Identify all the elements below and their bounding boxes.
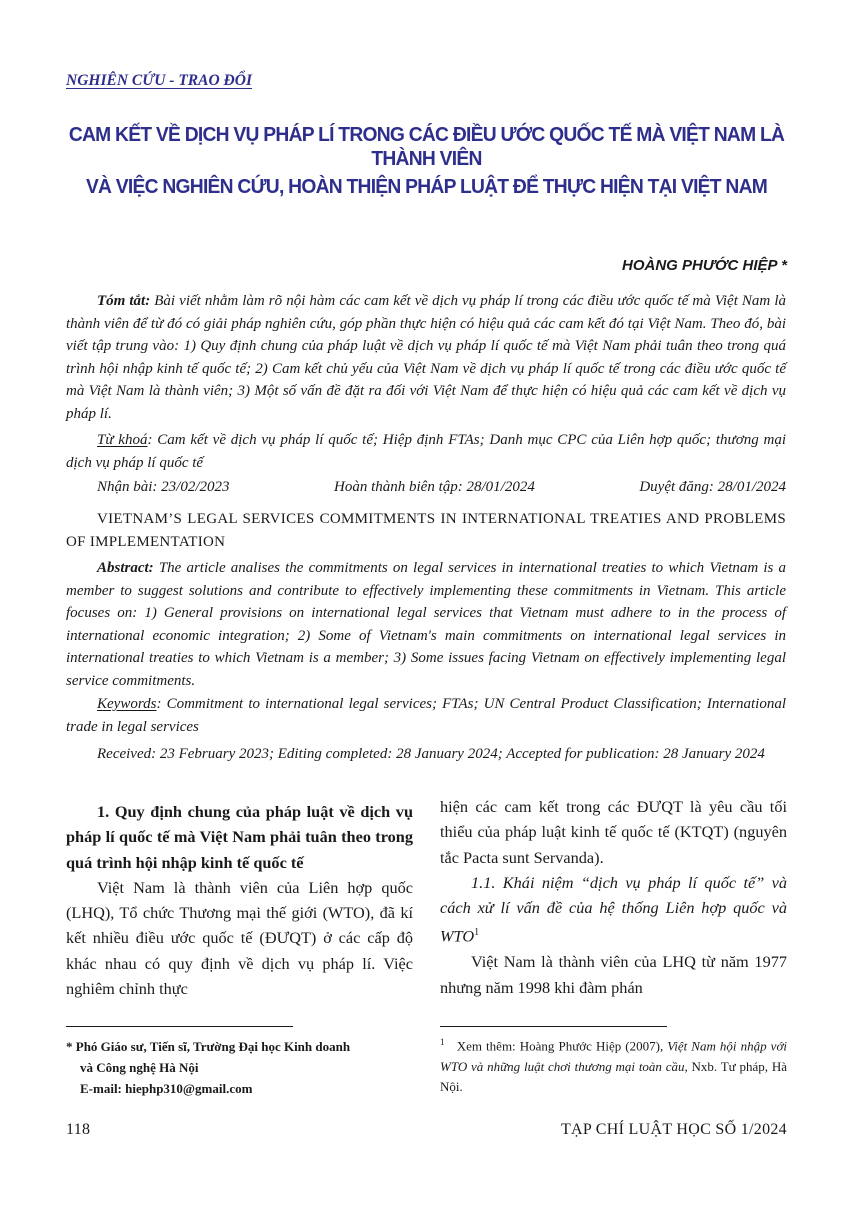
- journal-name: TẠP CHÍ LUẬT HỌC SỐ 1/2024: [560, 1121, 787, 1138]
- vi-received-date: Nhận bài: 23/02/2023: [97, 479, 230, 495]
- en-title: VIETNAM’S LEGAL SERVICES COMMITMENTS IN INTERNATIONAL TREATIES AND PROBLEMS OF IMPLEMENTATION: [66, 511, 786, 550]
- section-tag: NGHIÊN CỨU - TRAO ĐỔI: [66, 72, 252, 89]
- author-name: HOÀNG PHƯỚC HIỆP *: [622, 257, 787, 274]
- page-number: 118: [66, 1121, 91, 1138]
- author-affiliation-line-2: và Công nghệ Hà Nội: [80, 1060, 199, 1075]
- footnote-1-suffix: , Nxb. Tư pháp, Hà Nội.: [440, 1058, 787, 1095]
- footnote-1-number: 1: [440, 1037, 445, 1047]
- vi-abstract-label: Tóm tắt:: [97, 293, 151, 309]
- vi-abstract-text: Bài viết nhằm làm rõ nội hàm các cam kết về dịch vụ pháp lí trong các điều ước quốc tế mà Việt Nam là thành viên để từ đó có giải pháp nghiên cứu, góp phần thực hiện có hiệu quả các cam kết đó tại Việt Nam. Theo đó, bài viết tập trung vào: 1) Quy định chung của pháp luật về dịch vụ pháp lí quốc tế mà Việt Nam phải tuân theo trong quá trình hội nhập kinh tế quốc tế; 2) Cam kết chủ yếu của Việt Nam về dịch vụ pháp lí quốc tế trong các điều ước quốc tế mà Việt Nam là thành viên; 3) Một số vấn đề đặt ra đối với Việt Nam để thực hiện có hiệu quả các cam kết về dịch vụ pháp lí.: [66, 293, 786, 422]
- left-paragraph: Việt Nam là thành viên của Liên hợp quốc (LHQ), Tổ chức Thương mại thế giới (WTO), đã kí kết nhiều điều ước quốc tế (ĐƯQT) ở các cấp độ khác nhau có quy định về dịch vụ pháp lí. Việc nghiêm chỉnh thực: [66, 877, 413, 999]
- footnote-1-book-title: Việt Nam hội nhập với WTO và những luật chơi thương mại toàn cầu: [440, 1038, 788, 1074]
- en-keywords-label: Keywords: [97, 696, 157, 712]
- vi-dates: [97, 479, 786, 496]
- vi-accepted-date: Duyệt đăng: 28/01/2024: [639, 479, 786, 495]
- subsection-heading: [440, 870, 787, 949]
- author-email: E-mail: hiephp310@gmail.com: [80, 1081, 253, 1096]
- subsection-heading-text: 1.1. Khái niệm “dịch vụ pháp lí quốc tế” và cách xử lí vấn đề của hệ thống Liên hợp quốc và WTO: [440, 872, 787, 946]
- footnote-divider-left: [66, 1026, 293, 1027]
- en-abstract: [66, 557, 786, 693]
- footnote-ref[interactable]: 1: [474, 927, 480, 939]
- en-keywords: [66, 693, 786, 738]
- en-dates: Received: 23 February 2023; Editing completed: 28 January 2024; Accepted for publication: 28 January 2024: [97, 746, 765, 762]
- en-keywords-text: : Commitment to international legal services; FTAs; UN Central Product Classification; International trade in legal services: [66, 696, 786, 735]
- right-paragraph-1: hiện các cam kết trong các ĐƯQT là yêu cầu tối thiểu của pháp luật kinh tế quốc tế (KTQT) (nguyên tắc Pacta sunt Servanda).: [440, 797, 787, 867]
- article-title-line-1: CAM KẾT VỀ DỊCH VỤ PHÁP LÍ TRONG CÁC ĐIỀU ƯỚC QUỐC TẾ MÀ VIỆT NAM LÀ THÀNH VIÊN: [68, 123, 785, 170]
- footnote-1: [440, 1032, 787, 1098]
- vi-keywords: [66, 429, 786, 474]
- vi-keywords-label: Từ khoá: [97, 432, 148, 448]
- vi-abstract: [66, 290, 786, 426]
- author-affiliation-line-1: * Phó Giáo sư, Tiến sĩ, Trường Đại học Kinh doanh: [66, 1039, 351, 1054]
- left-column: [66, 799, 413, 1001]
- vi-keywords-text: : Cam kết về dịch vụ pháp lí quốc tế; Hiệp định FTAs; Danh mục CPC của Liên hợp quốc; thương mại dịch vụ pháp lí quốc tế: [66, 432, 786, 471]
- footnote-divider-right: [440, 1026, 667, 1027]
- en-abstract-text: The article analises the commitments on legal services in international treaties to which Vietnam is a member to suggest solutions and contribute to effectively implementing these commitments in Vietnam. This article focuses on: 1) General provisions on international legal services that Vietnam must adhere to in the process of international economic integration; 2) Some of Vietnam's main commitments on international legal services in international treaties to which Vietnam is a member; 3) Some issues facing Vietnam on effectively implementing legal service commitments.: [66, 560, 786, 689]
- author-footnote: [66, 1036, 413, 1099]
- right-column: [440, 794, 787, 1000]
- footnote-1-prefix: Xem thêm: Hoàng Phước Hiệp (2007),: [456, 1038, 668, 1054]
- vi-edited-date: Hoàn thành biên tập: 28/01/2024: [334, 479, 535, 495]
- right-paragraph-2: Việt Nam là thành viên của LHQ từ năm 1977 nhưng năm 1998 khi đàm phán: [440, 952, 787, 997]
- article-title-line-2: VÀ VIỆC NGHIÊN CỨU, HOÀN THIỆN PHÁP LUẬT ĐỂ THỰC HIỆN TẠI VIỆT NAM: [85, 175, 768, 198]
- en-abstract-label: Abstract:: [97, 560, 154, 576]
- section-heading: 1. Quy định chung của pháp luật về dịch vụ pháp lí quốc tế mà Việt Nam phải tuân theo trong quá trình hội nhập kinh tế quốc tế: [66, 802, 413, 872]
